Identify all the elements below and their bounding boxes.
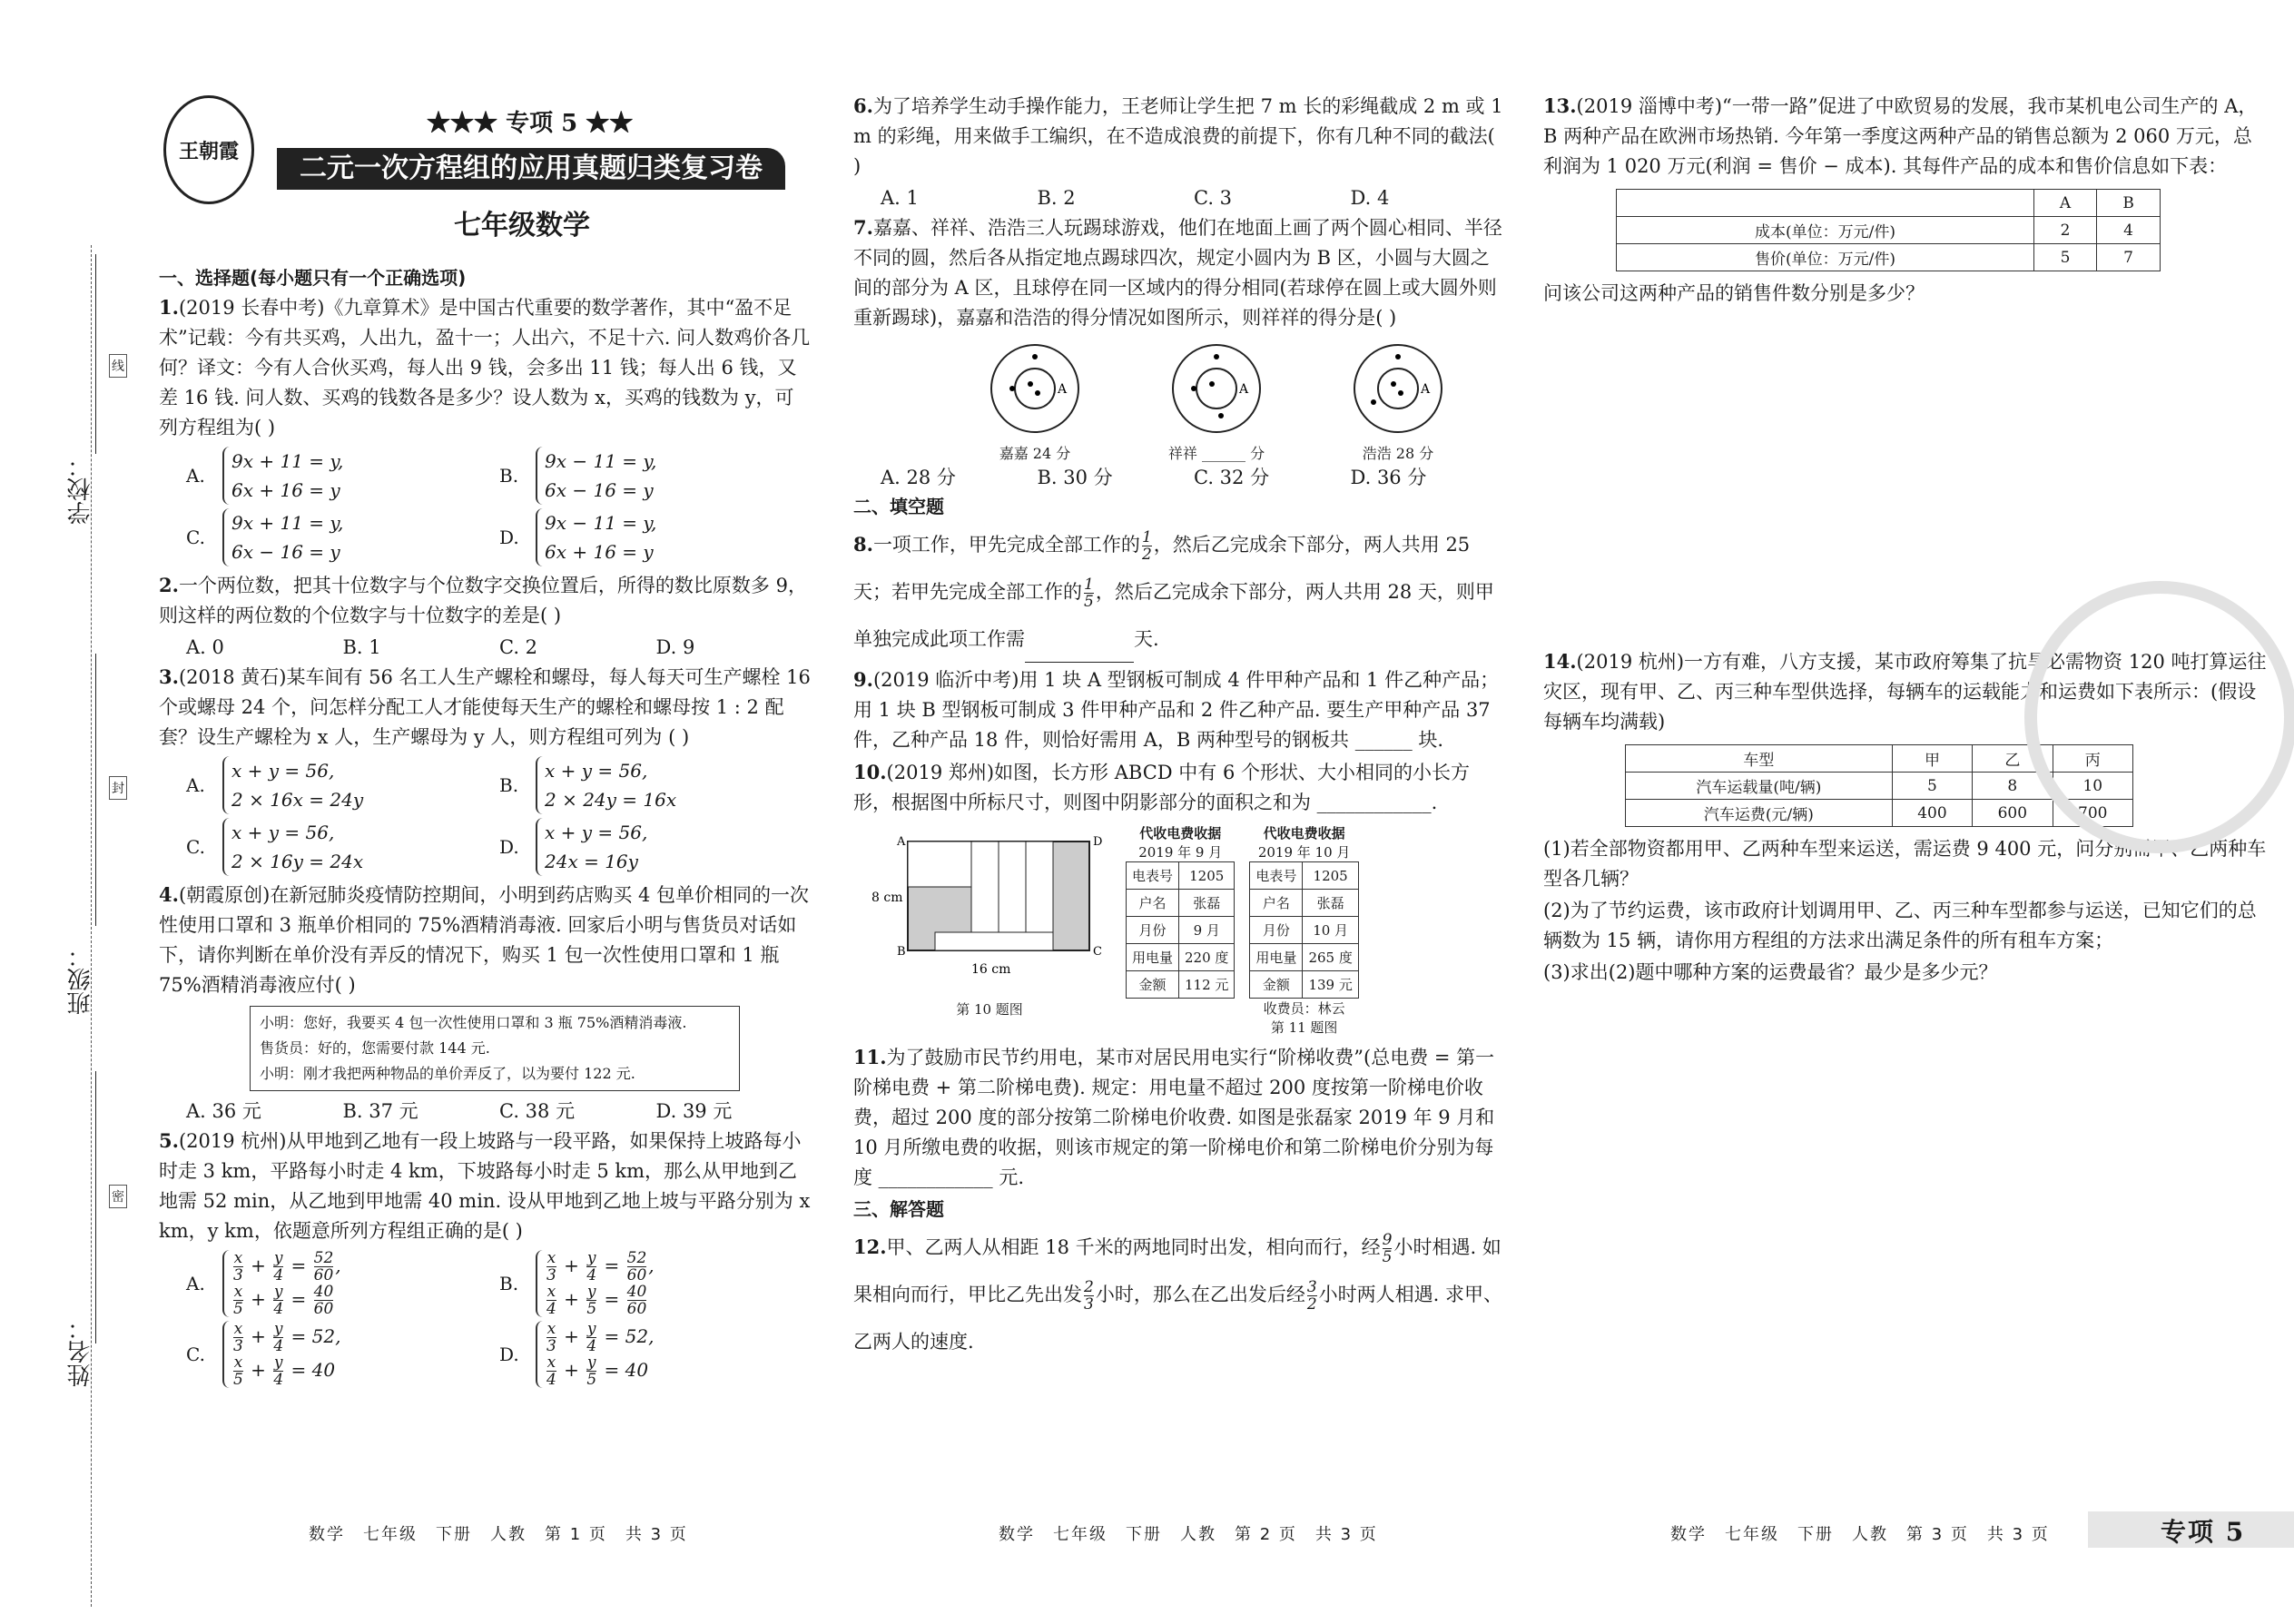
column-1: 一、选择题(每小题只有一个正确选项) 1.(2019 长春中考)《九章算术》是中国古代重要的数学著作，其中“盈不足术”记载：今有共买鸡，人出九，盈十一；人出六，不足十六. 问人数鸡价各几何？译文：今有人合伙买鸡，每人出 9 钱，会多出 11 钱；每人出 6 钱，又差 16 钱. 问人数、买鸡的钱数各是多少？设人数为 x，买鸡的钱数为 y，可列方程组为( ) A. 9x + 11 = y, 6x + 16 = y B. 9x − 11 = y, 6x − 16 = y C. 9x + 11 = y, 6x − 16 = y D. 9x − 11 = y, 6x + 16 = y 2.一个两位数，把其十位数字与个位数字交换位置后，所得的数比原数多 9，则这样的两位数的个位数字与十位数字的差是( ) A. 0 B. 1 C. 2 D. 9 3.(2018 黄石)某车间有 56 名工人生产螺栓和螺母，每人每天可生产螺栓 16 个或螺母 24 个，问怎样分配工人才能使每天生产的螺栓和螺母按 1 : 2 配套？设生产螺栓为 x 人，生产螺母为 y 人，则方程组可列为 ( ) A. x + y = 56, 2 × 16x = 24y B. x + y = 56, 2 × 24y = 16x C. x + y = 56, 2 × 16y = 24x D. x + y = 56, 24x = 16y 4.(朝霞原创)在新冠肺炎疫情防控期间，小明到药店购买 4 包单价相同的一次性使用口罩和 3 瓶单价相同的 75%酒精消毒液. 回家后小明与售货员对话如下，请你判断在单价没有弄反的情况下，购买 1 包一次性使用口罩和 1 瓶 75%酒精消毒液应付( ) 小明：您好，我要买 4 包一次性使用口罩和 3 瓶 75%酒精消毒液. 售货员：好的，您需要付款 144 元. 小明：刚才我把两种物品的单价弄反了，以为要付 122 元. A. 36 元 B. 37 元 C. 38 元 D. 39 元 5.(2019 杭州)从甲地到乙地有一段上坡路与一段平路，如果保持上坡路每小时走 3 km，平路每小时走 4 km，下坡路每小时走 5 km，那么从甲地到乙地需 52 min，从乙地到甲地需 40 min. 设从甲地到乙地上坡与平路分别为 x km，y km，依题意所列方程组正确的是( ) A. $\frac{x}{3}$ + $\frac{y}{4}$ = $\frac{52}{60}$ , $\frac{x}{5}$ + $\frac{y}{4}$ = $\frac{40}{60}$ B. $\frac{x}{3}$ + $\frac{y}{4}$ = $\frac{52}{60}$ , $\frac{x}{4}$ + $\frac{y}{5}$ = $\frac{40}{60}$ C. $\frac{x}{3}$ + $\frac{y}{4}$ = 52, $\frac{x}{5}$ + $\frac{y}{4}$ = 40 D. $\frac{x}{3}$ + $\frac{y}{4}$ = 52, $\frac{x}{4}$ + $\frac{y}{5}$ = 40 [159,263,812,1392]
school-label: 学校： [67,454,94,525]
question-9: 9.(2019 临沂中考)用 1 块 A 型钢板可制成 4 件甲种产品和 1 件乙种产品；用 1 块 B 型钢板可制成 3 件甲种产品和 2 件乙种产品. 要生产甲种产品 37 件，乙种产品 18 件，则恰好需用 A，B 两种型号的钢板共 ______ 块. [853,668,1500,751]
question-5: 5.(2019 杭州)从甲地到乙地有一段上坡路与一段平路，如果保持上坡路每小时走 3 km，平路每小时走 4 km，下坡路每小时走 5 km，那么从甲地到乙地需 52 min，从乙地到甲地需 40 min. 设从甲地到乙地上坡与平路分别为 x km，y km，依题意所列方程组正确的是( ) [159,1129,811,1242]
page-title: 二元一次方程组的应用真题归类复习卷 [277,148,785,190]
question-10: 10.(2019 郑州)如图，长方形 ABCD 中有 6 个形状、大小相同的小长方形，根据图中所标尺寸，则图中阴影部分的面积之和为 ____________. [853,761,1471,813]
name-label: 姓名： [67,1316,94,1387]
question-12: 12.甲、乙两人从相距 18 千米的两地同时出发，相向而行，经 $\frac{9}{5}$ 小时相遇. 如果相向而行，甲比乙先出发 $\frac{2}{3}$ 小时，那么在乙出发后经 $\frac{3}{2}$ 小时两人相遇. 求甲、乙两人的速度. [853,1231,1503,1353]
svg-text:A: A [1058,382,1068,397]
figures-10-11 [853,823,1507,1037]
question-14-part2: (2)为了节约运费，该市政府计划调用甲、乙、丙三种车型都参与运送，已知它们的总辆数为 15 辆，请你用方程组的方法求出满足条件的所有租车方案； [1543,900,2257,951]
grade-title: 七年级数学 [454,210,590,241]
brand-text: 王朝霞 [178,139,239,163]
svg-text:C: C [1093,945,1102,959]
question-13: 13.(2019 淄博中考)“一带一路”促进了中欧贸易的发展，我市某机电公司生产的 A，B 两种产品在欧洲市场热销. 今年第一季度这两种产品的销售总额为 2 060 万元，总利润为 1 020 万元(利润 = 售价 − 成本). 其每件产品的成本和售价信息如下表： [1543,94,2258,177]
svg-text:B: B [897,945,906,959]
target-figures: A 嘉嘉 24 分 A 祥祥 ______ 分 A 浩浩 28 分 [944,339,1507,463]
footer-page-3: 数学 七年级 下册 人教 第 3 页 共 3 页 [1670,1525,2050,1544]
truck-table: 车型 甲 乙 丙 汽车运载量(吨/辆) 5 8 10 汽车运费(元/辆) 400 600 700 [1625,744,2133,827]
dialog-box: 小明：您好，我要买 4 包一次性使用口罩和 3 瓶 75%酒精消毒液. 售货员：好的，您需要付款 144 元. 小明：刚才我把两种物品的单价弄反了，以为要付 122 元. [250,1006,740,1091]
question-13-ask: 问该公司这两种产品的销售件数分别是多少？ [1543,282,1925,304]
svg-text:8 cm: 8 cm [871,891,903,905]
question-1: 1.(2019 长春中考)《九章算术》是中国古代重要的数学著作，其中“盈不足术”记载：今有共买鸡，人出九，盈十一；人出六，不足十六. 问人数鸡价各几何？译文：今有人合伙买鸡，每人出 9 钱，会多出 11 钱；每人出 6 钱，又差 16 钱. 问人数、买鸡的钱数各是多少？设人数为 x，买鸡的钱数为 y，可列方程组为( ) [159,296,811,438]
footer-tag: 专项 5 [2161,1517,2246,1547]
question-6: 6.为了培养学生动手操作能力，王老师让学生把 7 m 长的彩绳截成 2 m 或 1 m 的彩绳，用来做手工编织，在不造成浪费的前提下，你有几种不同的截法( ) [853,94,1503,177]
seal-mark-1: 线 [109,354,127,378]
class-label: 班级： [67,944,94,1015]
binding-strip [0,0,136,1624]
question-4: 4.(朝霞原创)在新冠肺炎疫情防控期间，小明到药店购买 4 包单价相同的一次性使用口罩和 3 瓶单价相同的 75%酒精消毒液. 回家后小明与售货员对话如下，请你判断在单价没有弄反的情况下，购买 1 包一次性使用口罩和 1 瓶 75%酒精消毒液应付( ) [159,883,810,996]
seal-mark-3: 密 [109,1185,127,1208]
target-circle-3 [1348,339,1448,438]
section-2-heading: 二、填空题 [853,496,944,517]
question-3: 3.(2018 黄石)某车间有 56 名工人生产螺栓和螺母，每人每天可生产螺栓 16 个或螺母 24 个，问怎样分配工人才能使每天生产的螺栓和螺母按 1 : 2 配套？设生产螺栓为 x 人，生产螺母为 y 人，则方程组可列为 ( ) [159,665,811,748]
section-1-heading: 一、选择题(每小题只有一个正确选项) [159,267,467,289]
question-7: 7.嘉嘉、祥祥、浩浩三人玩踢球游戏，他们在地面上画了两个圆心相同、半径不同的圆，然后各从指定地点踢球四次，规定小圆内为 B 区，小圆与大圆之间的部分为 A 区，且球停在同一区域内的得分相同(若球停在圆上或大圆外则重新踢球)，嘉嘉和浩浩的得分情况如图所示，则祥祥的得分是( ) [853,216,1502,329]
question-14-part3: (3)求出(2)题中哪种方案的运费最省？最少是多少元？ [1543,961,1998,983]
topic-number: ★★★ 专项 5 ★★ [427,110,634,137]
question-14: 14.(2019 杭州)一方有难，八方支援，某市政府筹集了抗旱必需物资 120 吨打算运往灾区，现有甲、乙、丙三种车型供选择，每辆车的运载能力和运费如下表所示：(假设每辆车均满载) [1543,650,2267,733]
svg-text:A: A [1421,382,1431,397]
watermark-seal [2024,581,2294,853]
column-3 [1543,91,2269,989]
receipt-oct: 代收电费收据 2019 年 10 月 电表号 1205 户名 张磊 月份 10 月 用电量 265 度 金额 139 元 收费员：林云 第 11 题图 [1249,823,1358,1037]
question-8: 8.一项工作，甲先完成全部工作的 $\frac{1}{2}$ ，然后乙完成余下部分，两人共用 25 天；若甲先完成全部工作的 $\frac{1}{5}$ ，然后乙完成余下部分，两人共用 28 天，则甲单独完成此项工作需 天. [853,521,1507,663]
question-14-part1: (1)若全部物资都用甲、乙两种车型来运送，需运费 9 400 元，问分别需甲、乙两种车型各几辆？ [1543,838,2267,890]
brand-logo [163,95,254,204]
target-circle-2 [1167,339,1266,438]
topic-text: 专项 5 [506,110,578,137]
svg-text:A: A [1239,382,1249,397]
svg-text:16 cm: 16 cm [971,962,1011,977]
question-2: 2.一个两位数，把其十位数字与个位数字交换位置后，所得的数比原数多 9，则这样的两位数的个位数字与十位数字的差是( ) [159,574,807,626]
paper-header [154,95,790,277]
footer-page-1: 数学 七年级 下册 人教 第 1 页 共 3 页 [309,1525,688,1544]
product-table: A B 成本(单位：万元/件) 2 4 售价(单位：万元/件) 5 7 [1616,189,2161,271]
column-2: 6.为了培养学生动手操作能力，王老师让学生把 7 m 长的彩绳截成 2 m 或 1 m 的彩绳，用来做手工编织，在不造成浪费的前提下，你有几种不同的截法( ) A. 1 B. 2 C. 3 D. 4 7.嘉嘉、祥祥、浩浩三人玩踢球游戏，他们在地面上画了两个圆心相同、半径不同的圆，然后各从指定地点踢球四次，规定小圆内为 B 区，小圆与大圆之间的部分为 A 区，且球停在同一区域内的得分相同(若球停在圆上或大圆外则重新踢球)，嘉嘉和浩浩的得分情况如图所示，则祥祥的得分是( ) A 嘉嘉 24 分 A 祥祥 ______ 分 A 浩浩 28 分 A. 28 分 B. 30 分 C. 32 分 D. 36 分 二、填空题 8.一项工作，甲先完成全部工作的 $\frac{1}{2}$ ，然后乙完成余下部分，两人共用 25 天；若甲先完成全部工作的 $\frac{1}{5}$ ，然后乙完成余下部分，两人共用 28 天，则甲单独完成此项工作需 天. 9.(2019 临沂中考)用 1 块 A 型钢板可制成 4 件甲种产品和 1 件乙种产品；用 1 块 B 型钢板可制成 3 件甲种产品和 2 件乙种产品. 要生产甲种产品 37 件，乙种产品 18 件，则恰好需用 A，B 两种型号的钢板共 ______ 块. 10.(2019 郑州)如图，长方形 ABCD 中有 6 个形状、大小相同的小长方形，根据图中所标尺寸，则图中阴影部分的面积之和为 ____________. A D B C 8 cm 16 cm 第 10 题图 代收电费收据 2019 年 9 月 电表号 1205 户名 张磊 月份 9 月 用电量 220 度 金额 112 元 代收电费收据 2019 年 10 月 电表号 1205 户名 张磊 月份 10 月 用电量 265 度 金额 139 元 收费员：林云 第 11 题图 11.为了鼓励市民节约用电，某市对居民用电实行“阶梯收费”(总电费 = 第一阶梯电费 + 第二阶梯电费). 规定：用电量不超过 200 度按第一阶梯电价收费，超过 200 度的部分按第二阶梯电价收费. 如图是张磊家 2019 年 9 月和 10 月所缴电费的收据，则该市规定的第一阶梯电价和第二阶梯电价分别为每度 ____________ 元. 三、解答题 12.甲、乙两人从相距 18 千米的两地同时出发，相向而行，经 $\frac{9}{5}$ 小时相遇. 如果相向而行，甲比乙先出发 $\frac{2}{3}$ 小时，那么在乙出发后经 $\frac{3}{2}$ 小时两人相遇. 求甲、乙两人的速度. [853,91,1507,1367]
seal-line [91,245,92,1607]
receipt-sep: 代收电费收据 2019 年 9 月 电表号 1205 户名 张磊 月份 9 月 用电量 220 度 金额 112 元 [1126,823,1235,1037]
section-3-heading: 三、解答题 [853,1198,944,1220]
svg-text:A: A [897,835,906,849]
fig10-caption: 第 10 题图 [956,1001,1023,1018]
seal-mark-2: 封 [109,776,127,800]
footer-page-2: 数学 七年级 下册 人教 第 2 页 共 3 页 [999,1525,1378,1544]
question-11: 11.为了鼓励市民节约用电，某市对居民用电实行“阶梯收费”(总电费 = 第一阶梯电费 + 第二阶梯电费). 规定：用电量不超过 200 度按第一阶梯电价收费，超过 200 度的部分按第二阶梯电价收费. 如图是张磊家 2019 年 9 月和 10 月所缴电费的收据，则该市规定的第一阶梯电价和第二阶梯电价分别为每度 ____________ 元. [853,1046,1495,1188]
rectangle-figure [871,823,1108,996]
target-circle-1 [985,339,1085,438]
svg-text:D: D [1093,835,1103,849]
